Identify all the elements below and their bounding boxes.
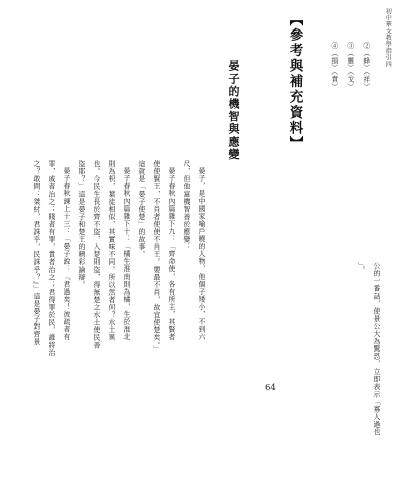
body-column: 晏子春秋內篇雜下十：「橘生淮南則為橘，生於淮北 (121, 167, 130, 341)
body-column: 尺，但他富機智善於應變： (181, 160, 190, 251)
body-column: 晏子，是中國家喻戶曉的人物，他個子矮小，不到六 (196, 167, 205, 341)
body-column: 晏子春秋內篇雜下九：「齊命使，各有所主，其賢者 (166, 167, 175, 341)
vocab-item: ③（靈）（戈） (345, 42, 354, 91)
body-column: 盜耶？」這是晏子和楚王的精彩論辯。 (76, 160, 85, 289)
body-column: 使使賢王，不肖者使使不肖王。嬰最不肖，故宜使楚矣。」 (151, 160, 160, 353)
body-column: 晏子春秋諫上十三：「晏子說：『君過矣！彼疏者有 (61, 167, 70, 341)
body-column: 之？敢問：桀紂，君誅乎，民誅乎？』」這是晏子對齊景 (31, 160, 40, 346)
body-column-continued: 」。 (356, 262, 365, 274)
body-column: 也。今民生長於齊不盜，入楚則盜，得無楚之水土使民善 (91, 160, 100, 349)
body-column: 這就是「晏子使楚」的故事。 (136, 160, 145, 259)
body-column-continued: 公的一番話，使景公大為驚恐，立即表示「寡人過也 (371, 262, 380, 436)
reference-title: 【參考與補充資料】 (286, 12, 303, 152)
body-column: 則為枳，葉徒相似，其實味不同。所以然者何？水土異 (106, 160, 115, 342)
body-column: 罪，戚者治之；賤者有罪，貴者治之；君得罪於民，誰將治 (46, 160, 55, 357)
section-title: 晏子的機智與應變 (227, 60, 240, 161)
vocab-item: ②（蜂）（祥） (361, 42, 370, 91)
vocab-item: ④（損）（責） (329, 42, 338, 91)
running-header: 初中華文教學指引四 (384, 8, 392, 68)
page-number: 64 (265, 383, 276, 393)
